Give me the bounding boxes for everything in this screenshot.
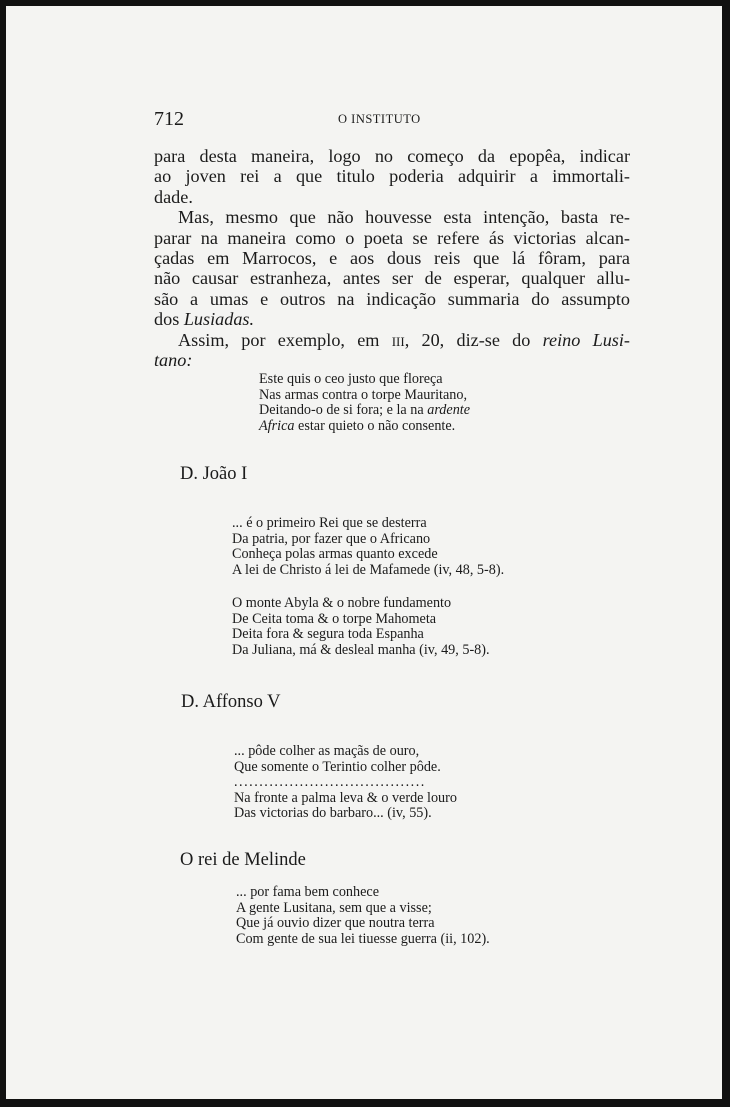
running-title: O INSTITUTO (338, 112, 421, 126)
verse-line: De Ceita toma & o torpe Mahometa (232, 610, 437, 627)
text-line: ao joven rei a que titulo poderia adquirir a immortali- (154, 166, 630, 187)
text-line: dade. (154, 186, 193, 207)
text-line (154, 309, 630, 329)
verse-line: Das victorias do barbaro... (iv, 55). (234, 805, 432, 822)
verse-quote-joao-a (232, 516, 504, 578)
text-line: não causar estranheza, antes ser de esperar, qualquer allu- (154, 268, 630, 289)
section-heading-joao: D. João I (180, 464, 248, 484)
verse-line: Deita fora & segura toda Espanha (232, 626, 424, 643)
italic-phrase: reino Lusi- (542, 329, 630, 350)
paragraph-3 (154, 330, 630, 371)
text-line (154, 350, 630, 370)
verse-line: Da patria, por fazer que o Africano (232, 530, 431, 547)
verse-line: Com gente de sua lei tiuesse guerra (ii, 102). (236, 930, 490, 947)
italic-phrase: tano: (154, 350, 193, 371)
ellipsis-line: ...................................... (234, 774, 426, 791)
verse-line (259, 403, 470, 419)
text-line: Mas, mesmo que não houvesse esta intenção, basta re- (178, 207, 630, 228)
verse-quote-1 (259, 372, 470, 434)
page-number: 712 (154, 108, 184, 130)
italic-phrase: ardente (427, 402, 471, 419)
verse-line: A gente Lusitana, sem que a visse; (236, 899, 432, 916)
verse-line: O monte Abyla & o nobre fundamento (232, 595, 452, 611)
canto-reference: iii (391, 329, 405, 350)
work-title: Lusiadas. (183, 309, 255, 330)
verse-line: Conheça polas armas quanto excede (232, 546, 438, 563)
verse-quote-melinde (236, 885, 490, 947)
verse-line: Da Juliana, má & desleal manha (iv, 49, 5-8). (232, 641, 490, 658)
text-fragment: , 20, diz-se do (404, 329, 543, 350)
text-line (154, 330, 630, 350)
verse-quote-joao-b (232, 596, 490, 658)
page-header (6, 108, 722, 132)
verse-line: ... é o primeiro Rei que se desterra (232, 515, 427, 531)
section-heading-melinde: O rei de Melinde (180, 850, 306, 870)
verse-line: Na fronte a palma leva & o verde louro (234, 789, 457, 806)
paragraph-2 (154, 207, 630, 329)
verse-line (259, 419, 470, 435)
verse-line: A lei de Christo á lei de Mafamede (iv, 48, 5-8). (232, 561, 505, 578)
verse-quote-affonso (234, 744, 457, 822)
verse-line: ... pôde colher as maçãs de ouro, (234, 743, 420, 759)
text-fragment: estar quieto o não consente. (294, 417, 456, 434)
text-fragment: dos (154, 309, 184, 330)
text-fragment: Assim, por exemplo, em (178, 329, 392, 350)
paragraph-1 (154, 146, 630, 207)
verse-line: Este quis o ceo justo que floreça (259, 371, 443, 387)
verse-line: Que somente o Terintio colher pôde. (234, 758, 441, 775)
verse-line: Que já ouvio dizer que noutra terra (236, 915, 435, 932)
verse-line: Nas armas contra o torpe Mauritano, (259, 386, 468, 403)
text-line: parar na maneira como o poeta se refere ás victorias alcan- (154, 227, 630, 248)
text-line: são a umas e outros na indicação summaria do assumpto (154, 288, 630, 309)
text-line: para desta maneira, logo no começo da epopêa, indicar (154, 146, 630, 166)
italic-phrase: Africa (259, 417, 295, 434)
text-line: çadas em Marrocos, e aos dous reis que lá fôram, para (154, 248, 630, 269)
section-heading-affonso: D. Affonso V (181, 692, 281, 712)
book-page (6, 6, 722, 1099)
verse-line: ... por fama bem conhece (236, 884, 379, 900)
text-fragment: Deitando-o de si fora; e la na (259, 402, 428, 419)
body-text (154, 146, 630, 370)
